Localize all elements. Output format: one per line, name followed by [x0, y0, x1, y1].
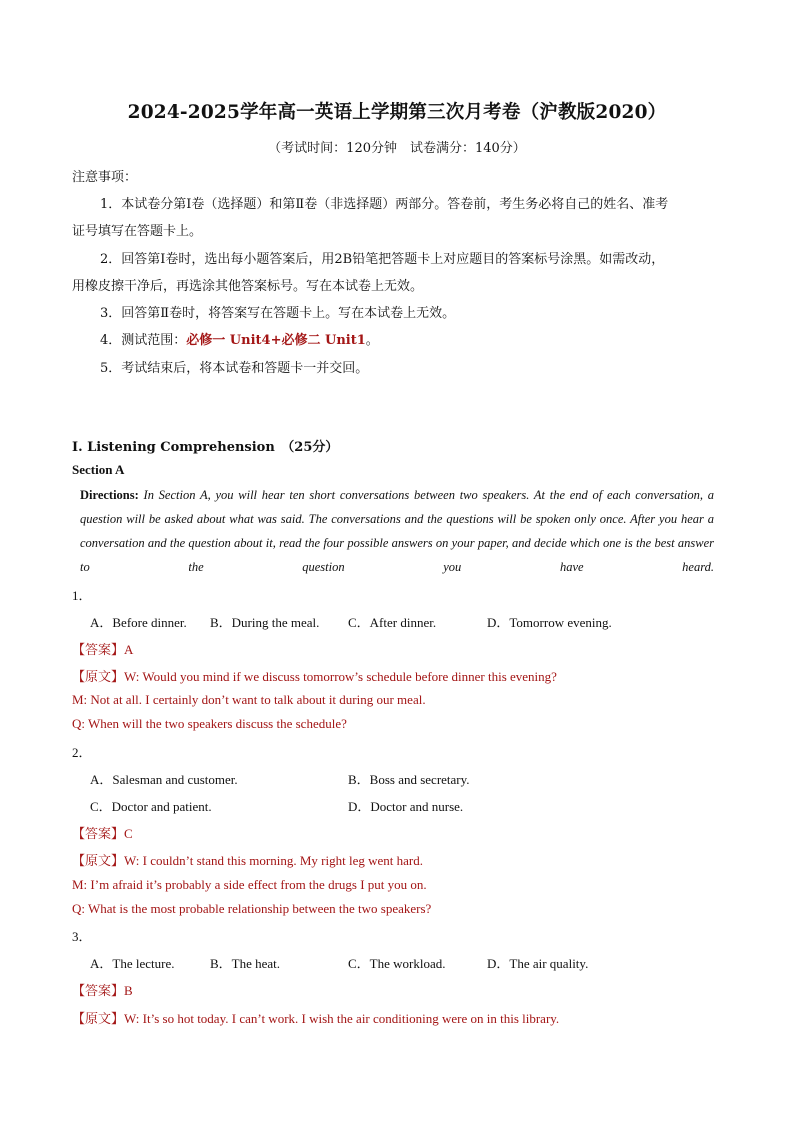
note-1-line-1: 1．本试卷分第Ⅰ卷（选择题）和第Ⅱ卷（非选择题）两部分。答卷前，考生务必将自己的姓名、准考: [100, 197, 669, 212]
answer-value: A: [124, 642, 134, 657]
option-c: C．The workload.: [348, 956, 446, 971]
script-text: Q: When will the two speakers discuss the schedule?: [72, 716, 347, 731]
answer-line: [72, 980, 133, 999]
section-heading: I. Listening Comprehension （25分）: [72, 440, 339, 455]
option-a: A．Salesman and customer.: [90, 772, 238, 787]
option-c: C．After dinner.: [348, 615, 437, 630]
section-a-heading: Section A: [72, 462, 125, 477]
script-line: [72, 850, 423, 869]
script-line: [72, 666, 557, 685]
option-d: D．The air quality.: [487, 956, 589, 971]
answer-line: [72, 639, 133, 658]
script-text: M: I’m afraid it’s probably a side effect from the drugs I put you on.: [72, 877, 427, 892]
script-label: 【原文】: [72, 670, 125, 685]
note-1-line-2: 证号填写在答题卡上。: [72, 224, 203, 239]
script-label: 【原文】: [72, 854, 125, 869]
answer-label: 【答案】: [72, 827, 125, 842]
test-scope: 必修一 Unit4+必修二 Unit1: [186, 333, 366, 348]
script-label: 【原文】: [72, 1012, 125, 1027]
note-4-prefix: 4．测试范围：: [100, 333, 187, 348]
script-text: M: Not at all. I certainly don’t want to talk about it during our meal.: [72, 692, 426, 707]
exam-info: （考试时间：120分钟 试卷满分：140分）: [268, 141, 526, 156]
option-b: B．The heat.: [210, 956, 281, 971]
note-4-suffix: 。: [365, 333, 379, 348]
option-b: B．Boss and secretary.: [348, 772, 470, 787]
directions-label: Directions:: [80, 488, 139, 502]
question-number: 2．: [72, 745, 92, 760]
option-c: C．Doctor and patient.: [90, 799, 212, 814]
option-b: B．During the meal.: [210, 615, 320, 630]
directions: [80, 483, 714, 579]
notes-heading: 注意事项：: [72, 170, 138, 185]
script-text: W: It’s so hot today. I can’t work. I wish the air conditioning were on in this library.: [124, 1011, 560, 1026]
answer-value: B: [124, 983, 133, 998]
script-line: [72, 1008, 559, 1027]
note-2-line-1: 2．回答第Ⅰ卷时，选出每小题答案后，用2B铅笔把答题卡上对应题目的答案标号涂黑。如需改动，: [100, 252, 665, 267]
question-number: 3．: [72, 929, 92, 944]
option-d: D．Tomorrow evening.: [487, 615, 612, 630]
answer-value: C: [124, 826, 133, 841]
answer-line: [72, 823, 133, 842]
note-2-line-2: 用橡皮擦干净后，再选涂其他答案标号。写在本试卷上无效。: [72, 279, 424, 294]
note-5: 5．考试结束后，将本试卷和答题卡一并交回。: [100, 361, 369, 376]
script-text: W: Would you mind if we discuss tomorrow’s schedule before dinner this evening?: [124, 669, 557, 684]
answer-label: 【答案】: [72, 643, 125, 658]
script-text: Q: What is the most probable relationship between the two speakers?: [72, 901, 432, 916]
directions-text: In Section A, you will hear ten short conversations between two speakers. At the end of each conversation, a question will be asked about what was said. The conversations and the questions will be spoken only once. After you hear a conversation and the question about it, read the four possible answers on your paper, and decide which one is the best answer to the question you have heard.: [80, 488, 714, 574]
script-text: W: I couldn’t stand this morning. My right leg went hard.: [124, 853, 423, 868]
answer-label: 【答案】: [72, 984, 125, 999]
note-3: 3．回答第Ⅱ卷时，将答案写在答题卡上。写在本试卷上无效。: [100, 306, 456, 321]
option-d: D．Doctor and nurse.: [348, 799, 464, 814]
page-title: 2024-2025学年高一英语上学期第三次月考卷（沪教版2020）: [127, 102, 667, 123]
option-a: A．Before dinner.: [90, 615, 187, 630]
option-a: A．The lecture.: [90, 956, 175, 971]
question-number: 1．: [72, 588, 92, 603]
note-4: [100, 329, 379, 348]
